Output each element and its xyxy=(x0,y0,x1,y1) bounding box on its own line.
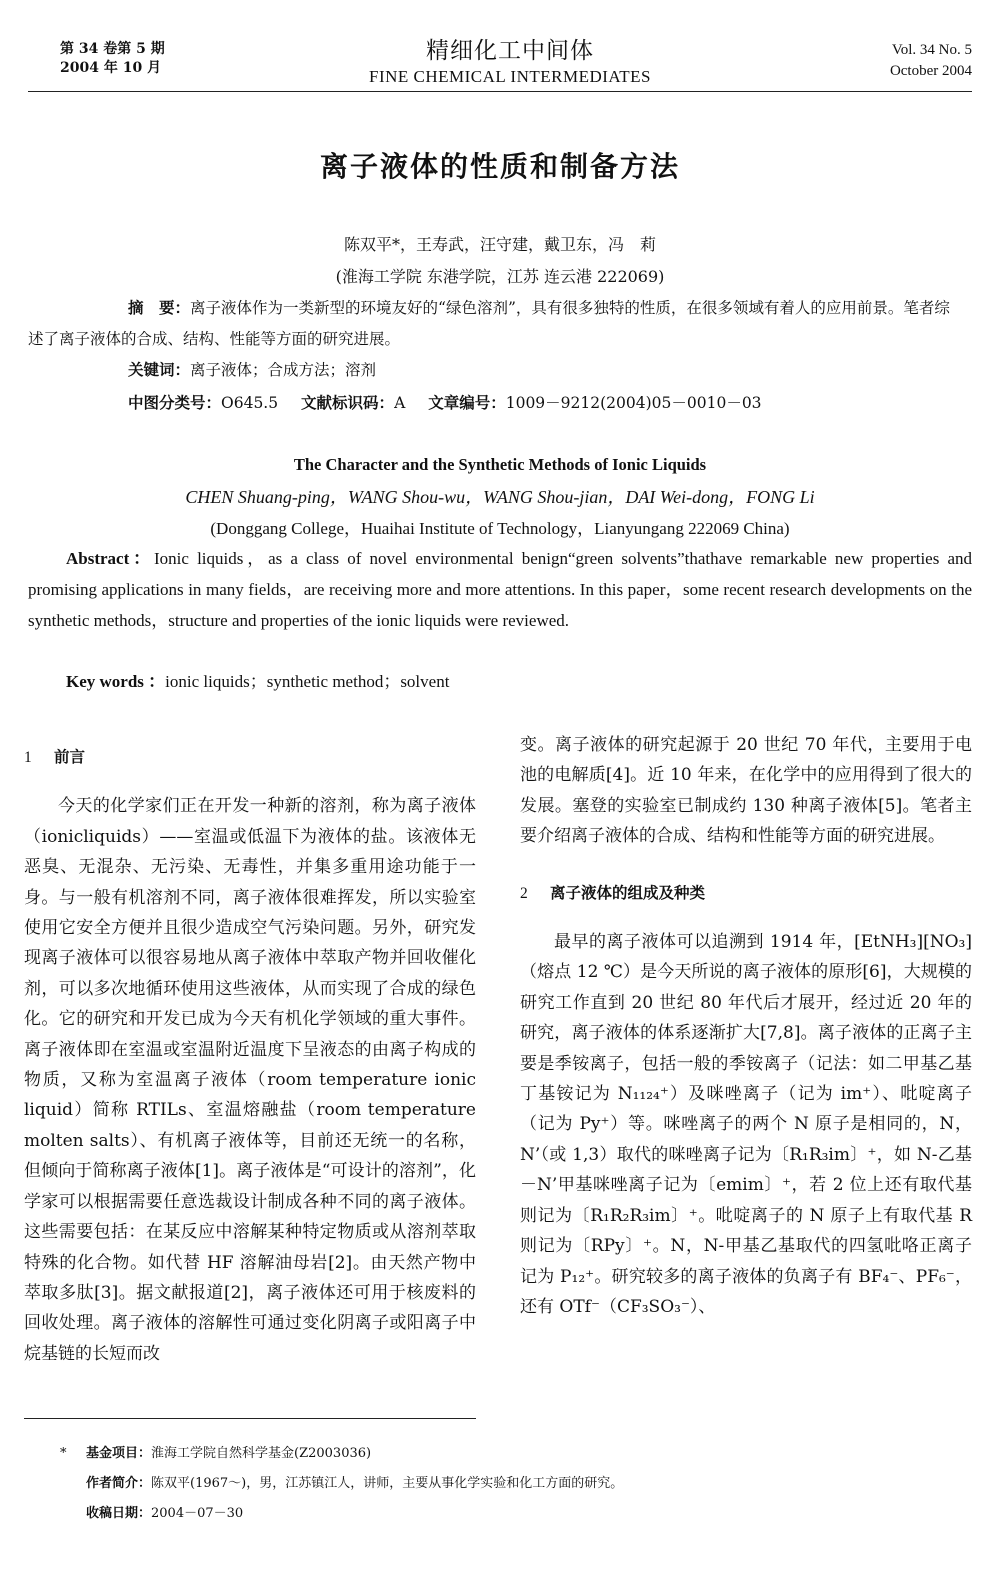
footnote-received xyxy=(86,1502,243,1521)
doc-code-label: 文献标识码： xyxy=(301,394,395,412)
section-1-paragraph: 今天的化学家们正在开发一种新的溶剂，称为离子液体（ionicliquids）——室温或低温下为液体的盐。该液体无恶臭、无混杂、无污染、无毒性，并集多重用途功能于一身。与一般有机溶剂不同，离子液体很难挥发，所以实验室使用它安全方便并且很少造成空气污染问题。另外，研究发现离子液体可以很容易地从离子液体中萃取产物并回收催化剂，可以多次地循环使用这些液体，从而实现了合成的绿色化。它的研究和开发已成为今天有机化学领域的重大事件。离子液体即在室温或室温附近温度下呈液态的由离子构成的物质，又称为室温离子液体（room temperature ionic liquid）简称 RTILs、室温熔融盐（room temperature molten salts）、有机离子液体等，目前还无统一的名称，但倾向于简称离子液体[1]。离子液体是“可设计的溶剂”，化学家可以根据需要任意选裁设计制成各种不同的离子液体。这些需要包括：在某反应中溶解某种特定物质或从溶剂萃取特殊的化合物。如代替 HF 溶解油母岩[2]。由天然产物中萃取多肽[3]。据文献报道[2]，离子液体还可用于核废料的回收处理。离子液体的溶解性可通过变化阴离子或阳离子中烷基链的长短而改 xyxy=(24,796,476,1364)
classification-line xyxy=(128,391,762,413)
section-heading-2 xyxy=(520,878,972,909)
footnote-marker: * xyxy=(60,1446,67,1461)
clc-label: 中图分类号： xyxy=(128,394,222,412)
header-date-en: October 2004 xyxy=(889,63,972,79)
header-date-cn: 2004 年 10 月 xyxy=(60,60,162,76)
section-title-1: 前言 xyxy=(54,748,86,766)
abstract-cn xyxy=(28,293,960,355)
article-no-label: 文章编号： xyxy=(428,394,506,412)
journal-name-en: FINE CHEMICAL INTERMEDIATES xyxy=(368,67,652,86)
keywords-en xyxy=(66,667,449,692)
abstract-text-cn: 离子液体作为一类新型的环境友好的“绿色溶剂”，具有很多独特的性质，在很多领域有着人的应用前景。笔者综述了离子液体的合成、结构、性能等方面的研究进展。 xyxy=(28,299,950,348)
keywords-text-en: ionic liquids；synthetic method；solvent xyxy=(165,672,450,691)
header-vol-issue-en: Vol. 34 No. 5 xyxy=(891,42,972,58)
body-column-right xyxy=(520,730,972,1322)
section-number-2: 2 xyxy=(520,884,528,902)
header-issue xyxy=(60,40,165,78)
authors-en: CHEN Shuang-ping，WANG Shou-wu，WANG Shou-jian，DAI Wei-dong，FONG Li xyxy=(185,487,815,507)
header-vol-issue-cn: 第 34 卷第 5 期 xyxy=(60,41,165,57)
header-rule xyxy=(28,91,972,92)
abstract-label-cn: 摘 要： xyxy=(128,299,191,317)
author-bio-label: 作者简介： xyxy=(86,1476,152,1491)
article-title-en: The Character and the Synthetic Methods of Ionic Liquids xyxy=(293,455,707,474)
keywords-label-en: Key words ： xyxy=(66,672,166,691)
footnote-fund xyxy=(60,1442,371,1461)
header-volume-en xyxy=(890,40,972,82)
received-date: 2004－07－30 xyxy=(151,1506,244,1521)
fund-text: 淮海工学院自然科学基金(Z2003036) xyxy=(151,1446,372,1461)
header-journal xyxy=(300,32,720,87)
abstract-text-en: Ionic liquids，as a class of novel environmental benign“green solvents”thathave remarkable new properties and promising applications in many fields，are receiving more and more attentions. In this paper，some recent research developments on the synthetic methods，structure and properties of the ionic liquids were reviewed. xyxy=(28,549,973,630)
fund-label: 基金项目： xyxy=(86,1446,152,1461)
article-no-value: 1009－9212(2004)05－0010－03 xyxy=(505,394,762,412)
abstract-label-en: Abstract： xyxy=(66,549,155,568)
journal-name-cn: 精细化工中间体 xyxy=(426,38,594,64)
keywords-cn xyxy=(128,358,376,380)
authors-cn: 陈双平*，王寿武，汪守建，戴卫东，冯 莉 xyxy=(343,235,656,254)
footnote-author xyxy=(86,1472,623,1491)
author-bio-text: 陈双平(1967～)，男，江苏镇江人，讲师，主要从事化学实验和化工方面的研究。 xyxy=(151,1476,624,1491)
keywords-label-cn: 关键词： xyxy=(128,361,191,379)
affiliation-en: (Donggang College，Huaihai Institute of Technology，Lianyungang 222069 China) xyxy=(210,519,790,538)
doc-code-value: A xyxy=(394,394,406,412)
footnote-rule xyxy=(24,1418,476,1419)
affiliation-cn: (淮海工学院 东港学院，江苏 连云港 222069) xyxy=(335,267,665,286)
section-title-2: 离子液体的组成及种类 xyxy=(550,883,706,902)
section-2-paragraph: 最早的离子液体可以追溯到 1914 年，[EtNH₃][NO₃]（熔点 12 ℃）是今天所说的离子液体的原形[6]，大规模的研究工作直到 20 世纪 80 年代后才展开，经过近 20 年的研究，离子液体的体系逐渐扩大[7,8]。离子液体的正离子主要是季铵离子，包括一般的季铵离子（记法：如二甲基乙基丁基铵记为 N₁₁₂₄⁺）及咪唑离子（记为 im⁺）、吡啶离子（记为 Py⁺）等。咪唑离子的两个 N 原子是相同的，N，N’（或 1,3）取代的咪唑离子记为〔R₁R₃im〕⁺，如 N-乙基－N’甲基咪唑离子记为〔emim〕⁺，若 2 位上还有取代基则记为〔R₁R₂R₃im〕⁺。吡啶离子的 N 原子上有取代基 R 则记为〔RPy〕⁺。N，N-甲基乙基取代的四氢吡咯正离子记为 P₁₂⁺。研究较多的离子液体的负离子有 BF₄⁻、PF₆⁻，还有 OTf⁻（CF₃SO₃⁻）、 xyxy=(520,932,972,1317)
received-label: 收稿日期： xyxy=(86,1506,152,1521)
section-1-paragraph-continued: 变。离子液体的研究起源于 20 世纪 70 年代，主要用于电池的电解质[4]。近 10 年来，在化学中的应用得到了很大的发展。塞登的实验室已制成约 130 种离子液体[5]。笔者主要介绍离子液体的合成、结构和性能等方面的研究进展。 xyxy=(520,735,972,847)
article-title-cn: 离子液体的性质和制备方法 xyxy=(319,150,680,183)
body-column-left xyxy=(24,730,476,1369)
abstract-en xyxy=(28,543,972,636)
clc-value: O645.5 xyxy=(221,394,279,412)
keywords-text-cn: 离子液体；合成方法；溶剂 xyxy=(190,361,377,379)
section-heading-1 xyxy=(24,742,476,773)
section-number-1: 1 xyxy=(24,749,32,766)
